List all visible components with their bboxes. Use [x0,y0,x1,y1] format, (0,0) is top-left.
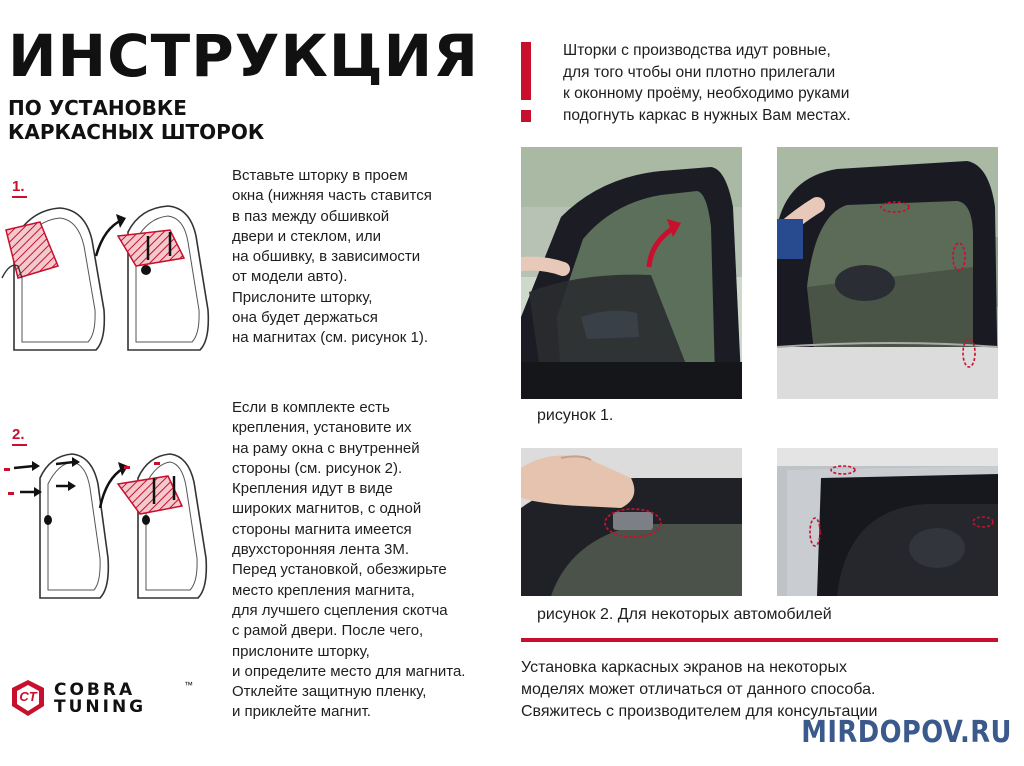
step-2-line: на раму окна с внутренней [232,439,420,457]
page-title: ИНСТРУКЦИЯ [8,22,479,90]
step-2-line: место крепления магнита, [232,581,415,599]
footer-line: Свяжитесь с производителем для консультации [521,703,878,720]
exclamation-icon [515,38,537,128]
step-1-line: в паз между обшивкой [232,207,390,225]
step-2-line: Крепления идут в виде [232,480,393,498]
step-1-line: на магнитах (см. рисунок 1). [232,329,429,347]
logo-line-1: COBRA [54,680,136,700]
subtitle-line-2: КАРКАСНЫХ ШТОРОК [8,120,265,144]
warning-line: подогнуть каркас в нужных Вам местах. [563,106,851,124]
step-2-line: широких магнитов, с одной [232,500,422,518]
step-1-line: от модели авто). [232,268,348,286]
logo-mark: CT [19,689,37,704]
step-2-line: стороны магнита имеется [232,520,412,538]
step-2-line: Перед установкой, обезжирьте [232,561,447,579]
step-1-line: на обшивку, в зависимости [232,248,421,266]
watermark: MIRDOPOV.RU [801,715,1012,750]
step-1-diagram [0,200,215,360]
photo-2b [777,448,998,596]
step-2-line: Отклейте защитную пленку, [232,683,427,701]
figure-1-caption: рисунок 1. [537,407,614,424]
step-1-line: окна (нижняя часть ставится [232,187,432,205]
warning-text [563,40,851,126]
step-1-line: двери и стеклом, или [232,227,382,245]
step-2-text [232,398,465,723]
step-2-line: и приклейте магнит. [232,703,371,721]
step-2-diagram [0,448,215,608]
footer-line: моделях может отличаться от данного способа. [521,681,876,698]
logo-tm: ™ [184,680,193,690]
step-2-line: для лучшего сцепления скотча [232,601,448,619]
step-1-line: она будет держаться [232,309,378,327]
step-2-line: стороны (см. рисунок 2). [232,459,403,477]
step-2-line: с рамой двери. После чего, [232,622,424,640]
subtitle-line-1: ПО УСТАНОВКЕ [8,96,187,120]
step-1-badge: 1. [12,178,27,198]
step-2-line: двухсторонняя лента 3М. [232,541,410,559]
step-1-text [232,166,432,349]
photo-1a [521,147,742,399]
step-1-line: Прислоните шторку, [232,288,373,306]
step-2-badge: 2. [12,426,27,446]
cobra-tuning-logo-icon [8,678,48,718]
warning-line: к оконному проёму, необходимо руками [563,85,850,102]
step-2-line: крепления, установите их [232,419,412,437]
step-2-line: Если в комплекте есть [232,399,390,416]
step-2-line: и определите место для магнита. [232,662,466,680]
warning-line: Шторки с производства идут ровные, [563,42,831,59]
footer-line: Установка каркасных экранов на некоторых [521,659,847,676]
photo-2a [521,448,742,596]
photo-1b [777,147,998,399]
logo-line-2: TUNING [54,697,147,717]
footer-text [521,657,877,723]
divider [521,638,998,642]
figure-2-caption: рисунок 2. Для некоторых автомобилей [537,606,832,623]
step-2-line: прислоните шторку, [232,642,370,660]
warning-line: для того чтобы они плотно прилегали [563,63,836,81]
step-1-line: Вставьте шторку в проем [232,167,408,184]
